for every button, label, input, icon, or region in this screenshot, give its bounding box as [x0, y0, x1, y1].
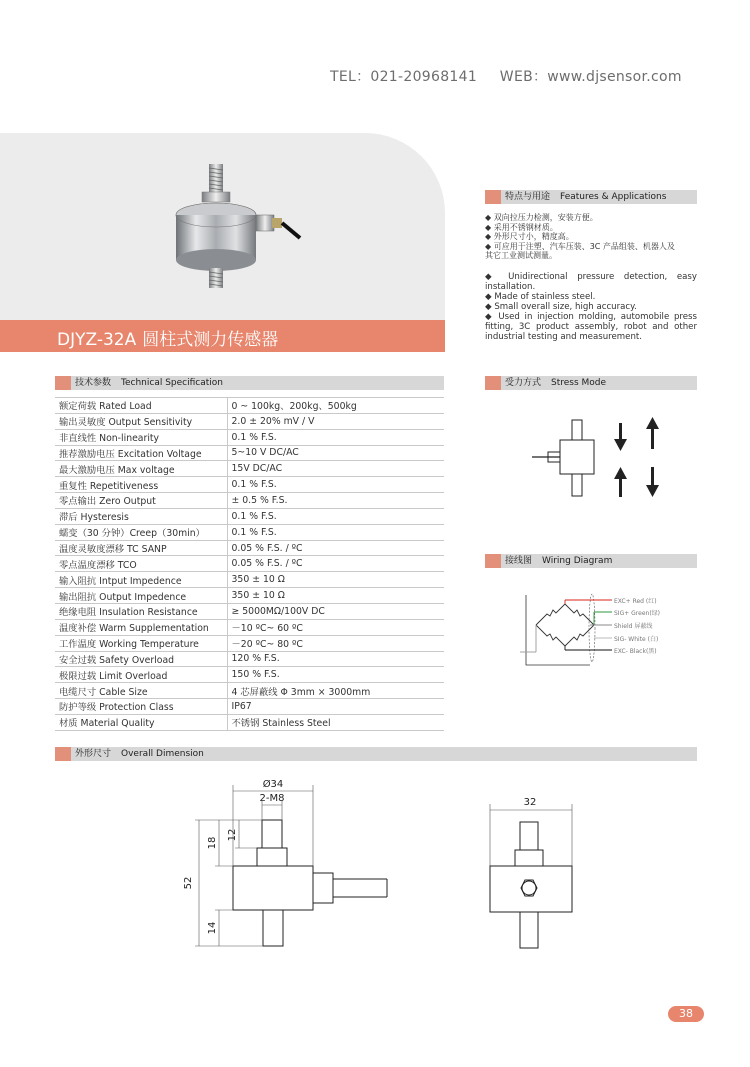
spec-row	[55, 508, 444, 524]
tel-text: TEL：021-20968141	[330, 69, 478, 85]
spec-row	[55, 635, 444, 651]
section-accent	[485, 554, 501, 568]
spec-section-header	[55, 376, 444, 390]
dimension-section-header	[55, 747, 697, 761]
arrow-up-icon	[646, 417, 659, 449]
spec-value: 150 % F.S.	[227, 667, 444, 683]
spec-row	[55, 445, 444, 461]
spec-row	[55, 588, 444, 604]
spec-value: ± 0.5 % F.S.	[227, 493, 444, 509]
spec-title-en: Technical Specification	[121, 378, 223, 388]
wiring-title-en: Wiring Diagram	[542, 556, 613, 566]
features-cn-list	[485, 213, 697, 261]
wire-label: EXC+ Red (红)	[614, 598, 657, 605]
spec-parameter: 输出灵敏度 Output Sensitivity	[55, 413, 227, 429]
dimension-title-en: Overall Dimension	[121, 749, 204, 759]
dim-diameter: Ø34	[262, 779, 284, 790]
spec-value: ≥ 5000MΩ/100V DC	[227, 603, 444, 619]
dim-total-height: 52	[183, 876, 194, 890]
spec-parameter: 材质 Material Quality	[55, 714, 227, 730]
wiring-section-header	[485, 554, 697, 568]
spec-parameter: 滞后 Hysteresis	[55, 508, 227, 524]
spec-value: 0.1 % F.S.	[227, 508, 444, 524]
spec-value: 5~10 V DC/AC	[227, 445, 444, 461]
spec-value: 0.1 % F.S.	[227, 524, 444, 540]
arrow-down-icon	[646, 467, 659, 497]
spec-row	[55, 683, 444, 699]
spec-row	[55, 398, 444, 414]
spec-parameter: 工作温度 Working Temperature	[55, 635, 227, 651]
front-dimension-drawing	[175, 775, 405, 960]
feature-en-line: ◆ Made of stainless steel.	[485, 292, 596, 302]
section-accent	[485, 376, 501, 390]
spec-parameter: 推荐激励电压 Excitation Voltage	[55, 445, 227, 461]
spec-value: 0.05 % F.S. / ºC	[227, 540, 444, 556]
spec-value: －10 ºC~ 60 ºC	[227, 619, 444, 635]
web-text: WEB：www.djsensor.com	[499, 69, 682, 85]
spec-value: 350 ± 10 Ω	[227, 572, 444, 588]
page-number-badge: 38	[668, 1006, 704, 1022]
spec-value: 0 ~ 100kg、200kg、500kg	[227, 398, 444, 414]
spec-value: 350 ± 10 Ω	[227, 588, 444, 604]
spec-value: 120 % F.S.	[227, 651, 444, 667]
features-title-cn: 特点与用途	[505, 192, 551, 202]
spec-row	[55, 651, 444, 667]
spec-parameter: 极限过载 Limit Overload	[55, 667, 227, 683]
arrow-down-icon	[614, 423, 627, 451]
spec-parameter: 温度补偿 Warm Supplementation	[55, 619, 227, 635]
stress-section-header	[485, 376, 697, 390]
header-contact	[330, 66, 690, 86]
spec-row	[55, 524, 444, 540]
spec-value: 不锈钢 Stainless Steel	[227, 714, 444, 730]
spec-parameter: 安全过载 Safety Overload	[55, 651, 227, 667]
spec-parameter: 非直线性 Non-linearity	[55, 429, 227, 445]
wire-label: EXC- Black(黑)	[614, 648, 657, 655]
spec-value: 4 芯屏蔽线 Φ 3mm × 3000mm	[227, 683, 444, 699]
spec-parameter: 额定荷载 Rated Load	[55, 398, 227, 414]
spec-row	[55, 667, 444, 683]
spec-row	[55, 461, 444, 477]
features-en-list	[485, 272, 697, 342]
spec-value: 0.1 % F.S.	[227, 429, 444, 445]
wiring-diagram	[520, 590, 700, 670]
feature-en-line: ◆ Used in injection molding, automobile press fitting, 3C product assembly, robot and other industrial testing and measurement.	[485, 312, 697, 342]
spec-parameter: 重复性 Repetitiveness	[55, 477, 227, 493]
spec-value: 2.0 ± 20% mV / V	[227, 413, 444, 429]
spec-row	[55, 699, 444, 715]
spec-parameter: 绝缘电阻 Insulation Resistance	[55, 603, 227, 619]
dim-top-height: 18	[207, 836, 218, 850]
features-title-en: Features & Applications	[560, 192, 667, 202]
wiring-title-cn: 接线图	[505, 556, 533, 566]
stress-title-en: Stress Mode	[551, 378, 607, 388]
feature-cn-line: 其它工业测试测量。	[485, 251, 557, 261]
feature-en-line: ◆ Unidirectional pressure detection, easy installation.	[485, 272, 697, 292]
spec-parameter: 蠕变（30 分钟）Creep（30min）	[55, 524, 227, 540]
spec-row	[55, 572, 444, 588]
dim-bottom-height: 14	[207, 921, 218, 935]
feature-cn-line: ◆ 双向拉压力检测，安装方便。	[485, 213, 598, 222]
spec-parameter: 电缆尺寸 Cable Size	[55, 683, 227, 699]
spec-row	[55, 603, 444, 619]
spec-parameter: 零点输出 Zero Output	[55, 493, 227, 509]
product-photo	[150, 160, 310, 295]
spec-value: 0.05 % F.S. / ºC	[227, 556, 444, 572]
spec-value: IP67	[227, 699, 444, 715]
arrow-up-icon	[614, 467, 627, 497]
feature-en-line: ◆ Small overall size, high accuracy.	[485, 302, 637, 312]
wire-label: SIG- White (白)	[614, 636, 659, 643]
product-model: DJYZ-32A	[57, 330, 137, 350]
spec-table	[55, 397, 444, 731]
spec-value: 0.1 % F.S.	[227, 477, 444, 493]
stress-title-cn: 受力方式	[505, 378, 542, 388]
spec-row	[55, 429, 444, 445]
section-accent	[55, 747, 71, 761]
spec-parameter: 防护等级 Protection Class	[55, 699, 227, 715]
spec-row	[55, 413, 444, 429]
dim-side-width: 32	[523, 797, 537, 808]
spec-title-cn: 技术参数	[75, 378, 112, 388]
dim-thread: 2-M8	[259, 793, 285, 804]
spec-row	[55, 540, 444, 556]
spec-parameter: 零点温度漂移 TCO	[55, 556, 227, 572]
spec-parameter: 输出阻抗 Output Impedence	[55, 588, 227, 604]
product-title	[57, 325, 278, 350]
spec-value: －20 ºC~ 80 ºC	[227, 635, 444, 651]
spec-parameter: 输入阻抗 Intput Impedence	[55, 572, 227, 588]
stress-mode-diagram	[520, 405, 670, 505]
spec-parameter: 最大激励电压 Max voltage	[55, 461, 227, 477]
wire-label: SIG+ Green(绿)	[614, 610, 661, 617]
spec-row	[55, 477, 444, 493]
spec-row	[55, 619, 444, 635]
side-dimension-drawing	[480, 790, 590, 960]
feature-cn-line: ◆ 可应用于注塑、汽车压装、3C 产品组装、机器人及	[485, 241, 675, 251]
product-name-cn: 圆柱式测力传感器	[142, 330, 279, 350]
spec-row	[55, 556, 444, 572]
feature-cn-line: ◆ 外形尺寸小，精度高。	[485, 232, 574, 242]
section-accent	[55, 376, 71, 390]
dimension-title-cn: 外形尺寸	[75, 749, 112, 759]
spec-parameter: 温度灵敏度漂移 TC SANP	[55, 540, 227, 556]
spec-value: 15V DC/AC	[227, 461, 444, 477]
feature-cn-line: ◆ 采用不锈钢材质。	[485, 222, 558, 232]
dim-thread-top: 12	[227, 828, 238, 842]
section-accent	[485, 190, 501, 204]
wire-label: Shield 屏蔽线	[614, 623, 653, 630]
spec-row	[55, 714, 444, 730]
features-section-header	[485, 190, 697, 204]
spec-row	[55, 493, 444, 509]
